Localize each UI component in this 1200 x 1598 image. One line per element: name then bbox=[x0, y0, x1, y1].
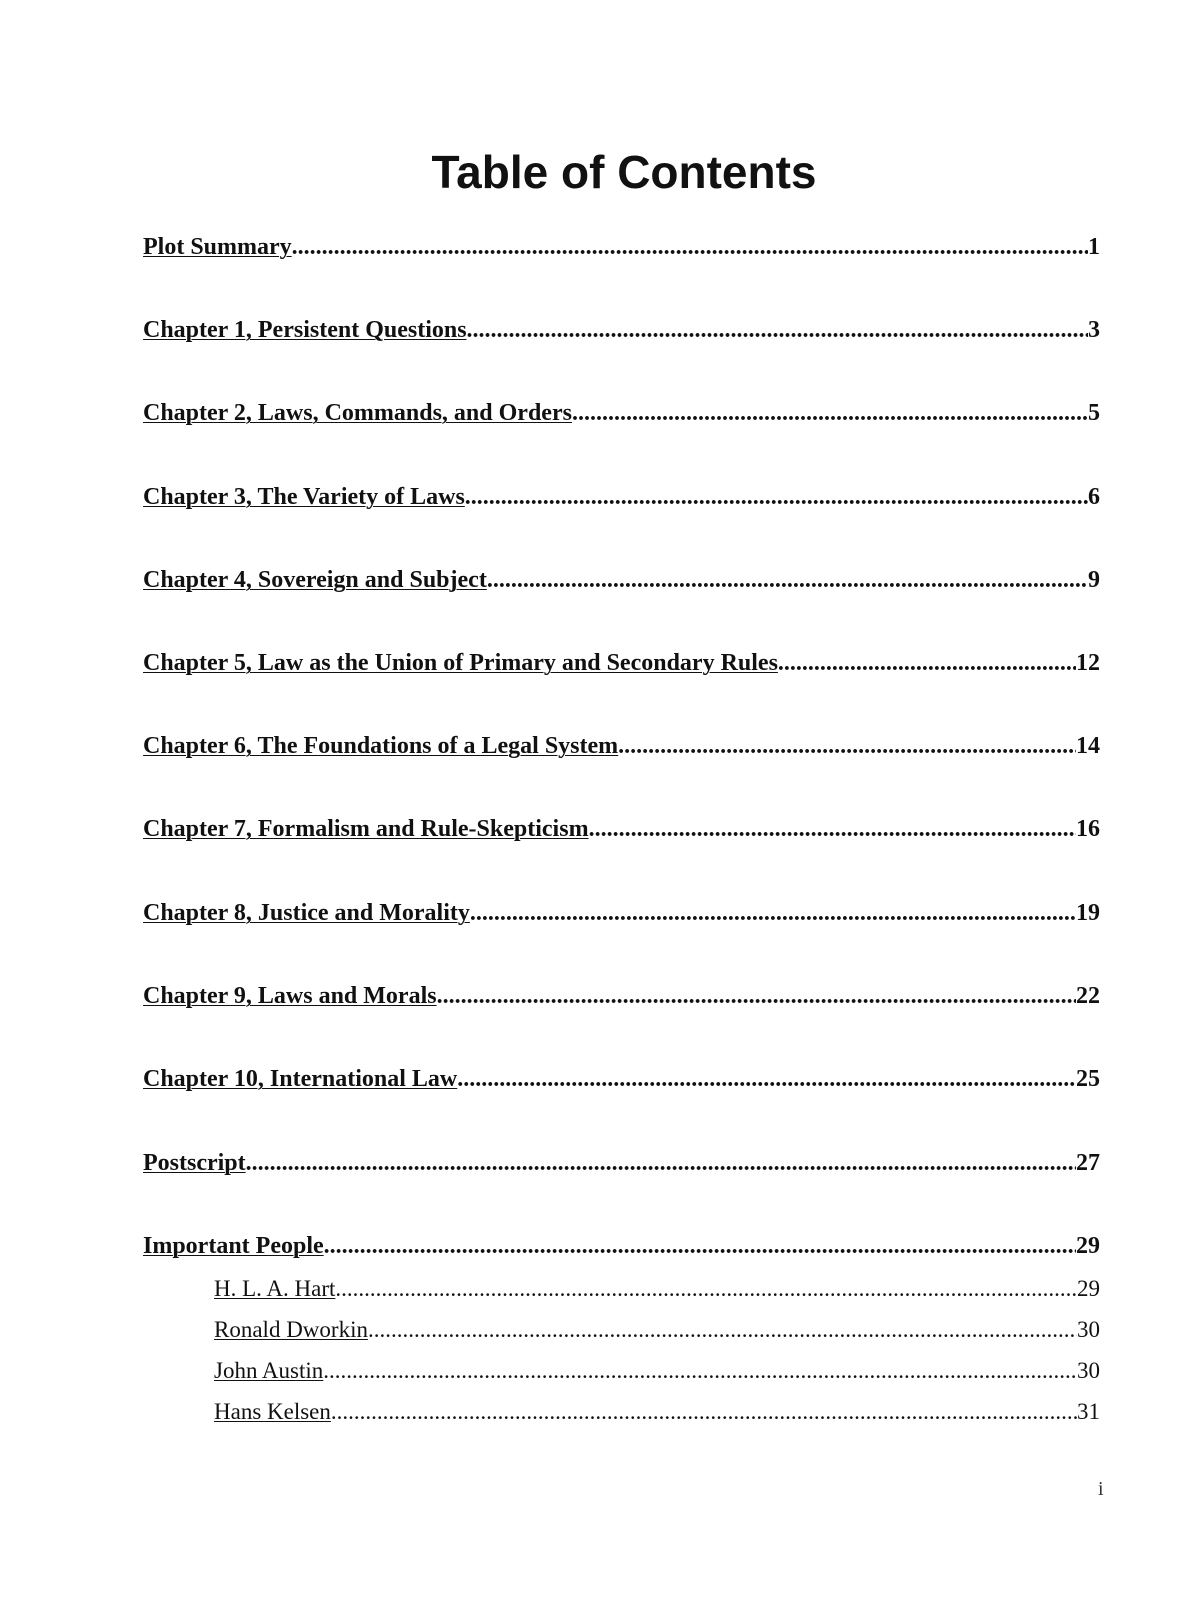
dot-leader bbox=[487, 563, 1088, 597]
toc-page-number: 29 bbox=[1076, 1233, 1100, 1259]
dot-leader bbox=[437, 979, 1076, 1013]
toc-subentry[interactable] bbox=[214, 1273, 1100, 1305]
page-title: Table of Contents bbox=[431, 146, 817, 198]
toc-entry-link[interactable]: Chapter 2, Laws, Commands, and Orders bbox=[143, 400, 572, 426]
toc-page-number: 12 bbox=[1076, 650, 1100, 676]
toc-entry-link[interactable]: Chapter 1, Persistent Questions bbox=[143, 317, 467, 343]
dot-leader bbox=[335, 1273, 1077, 1305]
toc-subentry-link[interactable]: H. L. A. Hart bbox=[214, 1276, 336, 1301]
toc-page-number: 14 bbox=[1076, 733, 1100, 759]
dot-leader bbox=[470, 896, 1076, 930]
toc-entry-link[interactable]: Postscript bbox=[143, 1150, 246, 1176]
dot-leader bbox=[292, 230, 1088, 264]
toc-page-number: 27 bbox=[1076, 1150, 1100, 1176]
toc-entry[interactable] bbox=[143, 979, 1100, 1013]
dot-leader bbox=[778, 646, 1076, 680]
toc-page-number: 5 bbox=[1088, 400, 1100, 426]
footer-page-number: i bbox=[1098, 1478, 1104, 1500]
toc-subentry[interactable] bbox=[214, 1355, 1100, 1387]
toc-page-number: 19 bbox=[1076, 900, 1100, 926]
toc-page-number: 3 bbox=[1088, 317, 1100, 343]
toc-entry[interactable] bbox=[143, 230, 1100, 264]
toc-page-number: 31 bbox=[1077, 1399, 1100, 1424]
toc-entry-link[interactable]: Plot Summary bbox=[143, 234, 292, 260]
toc-page-number: 29 bbox=[1077, 1276, 1100, 1301]
dot-leader bbox=[324, 1229, 1076, 1263]
toc-subentry[interactable] bbox=[214, 1314, 1100, 1346]
toc-page-number: 16 bbox=[1076, 816, 1100, 842]
toc-entry-link[interactable]: Chapter 5, Law as the Union of Primary and Secondary Rules bbox=[143, 650, 778, 676]
toc-entry[interactable] bbox=[143, 480, 1100, 514]
toc-entry-link[interactable]: Chapter 3, The Variety of Laws bbox=[143, 484, 465, 510]
dot-leader bbox=[323, 1355, 1077, 1387]
dot-leader bbox=[589, 812, 1076, 846]
toc-page-number: 30 bbox=[1077, 1317, 1100, 1342]
toc-entry[interactable] bbox=[143, 729, 1100, 763]
toc-entry[interactable] bbox=[143, 313, 1100, 347]
dot-leader bbox=[246, 1146, 1076, 1180]
toc-subentry-link[interactable]: Hans Kelsen bbox=[214, 1399, 331, 1424]
toc-entry[interactable] bbox=[143, 1146, 1100, 1180]
dot-leader bbox=[457, 1062, 1076, 1096]
toc-entry[interactable] bbox=[143, 1229, 1100, 1263]
toc-page-number: 6 bbox=[1088, 484, 1100, 510]
toc-entry-link[interactable]: Important People bbox=[143, 1233, 324, 1259]
toc-page-number: 22 bbox=[1076, 983, 1100, 1009]
toc-page-number: 1 bbox=[1088, 234, 1100, 260]
toc-subentry-link[interactable]: John Austin bbox=[214, 1358, 324, 1383]
toc-entry-link[interactable]: Chapter 9, Laws and Morals bbox=[143, 983, 437, 1009]
dot-leader bbox=[467, 313, 1088, 347]
toc-entry[interactable] bbox=[143, 812, 1100, 846]
dot-leader bbox=[368, 1314, 1077, 1346]
dot-leader bbox=[572, 396, 1088, 430]
toc-entry[interactable] bbox=[143, 1062, 1100, 1096]
toc-entry[interactable] bbox=[143, 396, 1100, 430]
toc-entry-link[interactable]: Chapter 7, Formalism and Rule-Skepticism bbox=[143, 816, 589, 842]
toc-entry[interactable] bbox=[143, 646, 1100, 680]
toc-page-number: 9 bbox=[1088, 567, 1100, 593]
toc-subentry-link[interactable]: Ronald Dworkin bbox=[214, 1317, 368, 1342]
toc-page-number: 25 bbox=[1076, 1066, 1100, 1092]
dot-leader bbox=[331, 1396, 1077, 1428]
toc-entry-link[interactable]: Chapter 6, The Foundations of a Legal System bbox=[143, 733, 619, 759]
toc-entry[interactable] bbox=[143, 563, 1100, 597]
toc-entry-link[interactable]: Chapter 4, Sovereign and Subject bbox=[143, 567, 487, 593]
toc-page-number: 30 bbox=[1077, 1358, 1100, 1383]
toc-entry-link[interactable]: Chapter 10, International Law bbox=[143, 1066, 458, 1092]
toc-entry[interactable] bbox=[143, 896, 1100, 930]
dot-leader bbox=[465, 480, 1088, 514]
toc-subentry[interactable] bbox=[214, 1396, 1100, 1428]
dot-leader bbox=[618, 729, 1076, 763]
toc-entry-link[interactable]: Chapter 8, Justice and Morality bbox=[143, 900, 470, 926]
